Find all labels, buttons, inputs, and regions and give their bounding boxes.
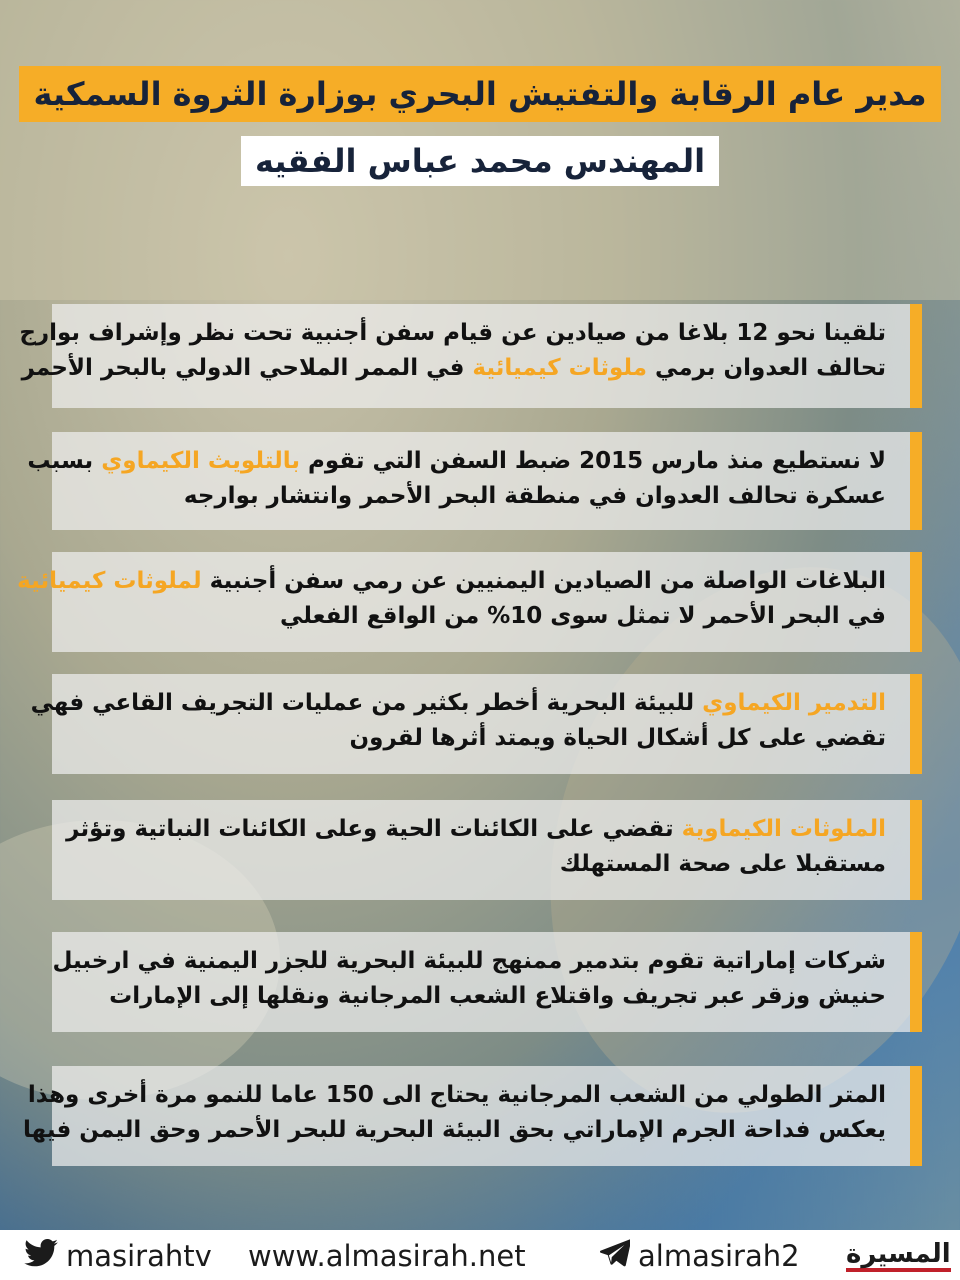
statement-6-line-2: حنيش وزقر عبر تجريف واقتلاع الشعب المرجانية ونقلها إلى الإمارات	[109, 983, 886, 1009]
statement-6-line-1: شركات إماراتية تقوم بتدمير ممنهج للبيئة البحرية للجزر اليمنية في ارخبيل	[52, 948, 886, 974]
statement-7-line-2: يعكس فداحة الجرم الإماراتي بحق البيئة البحرية للبحر الأحمر وحق اليمن فيها	[23, 1117, 886, 1143]
statement-4-line-1	[30, 686, 886, 721]
telegram-handle: almasirah2	[638, 1239, 800, 1273]
title-row-2	[0, 136, 960, 186]
statement-4	[30, 674, 922, 774]
statement-6	[52, 932, 922, 1032]
page-subtitle: المهندس محمد عباس الفقيه	[241, 136, 719, 186]
statement-4-line-2: تقضي على كل أشكال الحياة ويمتد أثرها لقرون	[349, 725, 886, 751]
statement-highlight: ملوثات كيميائية	[472, 355, 648, 381]
statement-3-line-2: في البحر الأحمر لا تمثل سوى 10% من الواقع الفعلي	[279, 603, 886, 629]
page-title: مدير عام الرقابة والتفتيش البحري بوزارة الثروة السمكية	[19, 66, 940, 122]
statement-3	[17, 552, 922, 652]
footer-telegram[interactable]	[600, 1238, 800, 1274]
footer-twitter[interactable]	[24, 1238, 212, 1274]
footer-website[interactable]	[248, 1238, 526, 1274]
statement-text: البلاغات الواصلة من الصيادين اليمنيين عن رمي سفن أجنبية	[201, 568, 886, 594]
statement-text: تقضي على الكائنات الحية وعلى الكائنات النباتية وتؤثر	[66, 816, 682, 842]
statement-5-line-1	[66, 812, 886, 847]
statement-text: للبيئة البحرية أخطر بكثير من عمليات التجريف القاعي فهي	[30, 690, 703, 716]
title-row-1	[0, 66, 960, 122]
statement-1-line-2	[21, 351, 886, 386]
statement-5	[52, 800, 922, 900]
statement-text: تحالف العدوان برمي	[647, 355, 886, 381]
logo-text: المسيرة	[846, 1240, 951, 1272]
statement-1	[19, 304, 922, 408]
website-url: www.almasirah.net	[248, 1239, 526, 1273]
statement-text: في الممر الملاحي الدولي بالبحر الأحمر	[21, 355, 473, 381]
statement-highlight: لملوثات كيميائية	[17, 568, 202, 594]
statement-7	[23, 1066, 922, 1166]
statement-highlight: الملوثات الكيماوية	[681, 816, 886, 842]
footer-bar	[0, 1230, 960, 1280]
statement-highlight: التدمير الكيماوي	[702, 690, 886, 716]
twitter-handle: masirahtv	[66, 1239, 212, 1273]
statement-5-line-2: مستقبلا على صحة المستهلك	[559, 851, 886, 877]
statement-1-line-1: تلقينا نحو 12 بلاغا من صيادين عن قيام سفن أجنبية تحت نظر وإشراف بوارج	[19, 320, 886, 346]
statement-2-line-2: عسكرة تحالف العدوان في منطقة البحر الأحمر وانتشار بوارجه	[183, 483, 886, 509]
brand-logo	[846, 1238, 951, 1274]
statement-highlight: بالتلويث الكيماوي	[101, 448, 301, 474]
statement-7-line-1: المتر الطولي من الشعب المرجانية يحتاج الى 150 عاما للنمو مرة أخرى وهذا	[27, 1082, 886, 1108]
statement-2	[27, 432, 922, 530]
statement-3-line-1	[17, 564, 886, 599]
telegram-plane-icon	[600, 1239, 630, 1274]
statement-text: لا نستطيع منذ مارس 2015 ضبط السفن التي تقوم	[300, 448, 886, 474]
statement-2-line-1	[27, 444, 886, 479]
statement-text: بسبب	[27, 448, 102, 474]
twitter-bird-icon	[24, 1239, 58, 1274]
